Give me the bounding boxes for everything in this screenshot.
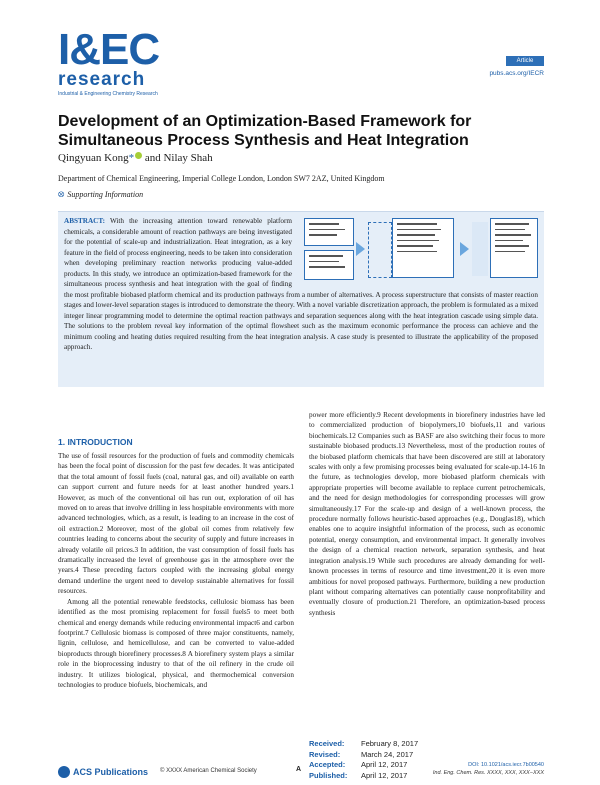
toc-arrow-1 — [356, 242, 365, 256]
supporting-info-label: Supporting Information — [67, 190, 144, 199]
journal-logo: I&EC — [58, 25, 160, 74]
doi-link[interactable]: DOI: 10.1021/acs.iecr.7b00540 — [468, 762, 544, 768]
intro-paragraph: The use of fossil resources for the production of fuels and commodity chemicals has been the focal point of discussion for the past few decades. It was anticipated that the total amount of fossil fuels (coal, natural gas, and oil) available on earth can support current and future needs for at least another hundred years.1 However, as much of the conventional oil has run out, exploration of oil has moved on to areas that involve drilling in less hospitable environments with more advanced technologies, which, as a result, is leading to an increase in the cost of oil extraction.2 Moreover, most of the global oil comes from relatively few countries leading to concerns about the security of supply and future increases in already volatile oil prices.3 In addition, the vast consumption of fossil fuels has dramatically increased the level of greenhouse gas in the atmosphere over the years.4 These preceding factors coupled with the increasing global energy demand underline the urgent need to develop sustainable alternatives for fossil resources. — [58, 452, 294, 596]
intro-right-column — [309, 410, 545, 618]
acs-publications-logo[interactable]: ACS Publications — [58, 766, 148, 778]
journal-citation: Ind. Eng. Chem. Res. XXXX, XXX, XXX−XXX — [432, 769, 544, 776]
article-title: Development of an Optimization-Based Framework for Simultaneous Process Synthesis and Heat Integration — [58, 113, 472, 149]
toc-box-feedstock — [304, 218, 354, 246]
journal-url-link[interactable]: pubs.acs.org/IECR — [489, 70, 544, 77]
author-list — [58, 152, 213, 164]
acs-mark-icon — [58, 766, 70, 778]
abstract-body: With the increasing attention toward renewable platform chemicals, a considerable amount of reaction pathways are being investigated for the potential of scale-up and industrialization. Heat integration, as a key feature in the field of process engineering, needs to be taken into consideration when developing preliminary reaction networks producing value-added products. In this study, we introduce an optimization-based framework for the simultaneous process synthesis and heat integration with the goal of finding the most profitable biobased platform chemical and its production pathways from a number of alternatives. A process superstructure that consists of master reaction stages and lower-level separation stages is introduced to demonstrate the theory. With a novel variable discretization approach, the problem is formulated as a mixed integer linear programming model to determine the optimal reaction pathways and separation sequences along with the heat integration cascade using simple data. The solutions to the problem reveal key information of the optimal flowsheet such as the maximum economic performance the process can achieve and the minimum cooling and heating duties required resulting from the heat integration analysis. A case study is presented to illustrate the applicability of the proposed approach. — [64, 217, 538, 351]
toc-graphic — [300, 216, 540, 282]
toc-stage-highlight — [472, 222, 488, 276]
affiliation: Department of Chemical Engineering, Imperial College London, London SW7 2AZ, United Kingdom — [58, 174, 385, 183]
date-received: Received: February 8, 2017 — [309, 739, 419, 748]
intro-left-column — [58, 451, 294, 690]
toc-box-objective — [304, 250, 354, 280]
toc-box-results — [490, 218, 538, 278]
toc-stage-column — [368, 222, 392, 278]
section-heading-introduction: 1. INTRODUCTION — [58, 437, 133, 447]
article-type-badge: Article — [506, 56, 544, 66]
intro-paragraph: Among all the potential renewable feedstocks, cellulosic biomass has been identified as the most promising replacement for fossil fuels5 to meet both chemical and energy demands while reducing environmental impact6 and carbon footprint.7 Cellulosic biomass is composed of three major constituents, namely, lignin, cellulose, and hemicellulose, and can be converted to value-added bioproducts through biorefinery processes.8 A biorefinery system plays a similar role in the bioprocessing industry to that of the oil refinery in the crude oil industry. It utilizes biological, physical, and thermochemical conversion technologies to produce biofuels, biochemicals, and — [58, 597, 294, 689]
abstract-label: ABSTRACT: — [64, 217, 106, 225]
date-revised: Revised: March 24, 2017 — [309, 749, 414, 759]
supporting-info-link[interactable] — [58, 190, 143, 200]
journal-full-name: Industrial & Engineering Chemistry Research — [58, 91, 158, 97]
author-separator: and — [142, 152, 164, 164]
date-published: Published: April 12, 2017 — [309, 770, 408, 780]
intro-paragraph: power more efficiently.9 Recent developments in biorefinery industries have led to commercialized production of biopolymers,10 biofuels,11 and various biochemicals.12 Companies such as BASF are also switching their focus to more sustainable biobased products.13 Nevertheless, most of the production routes of the biobased platform chemicals that have been discovered are still at laboratory scales with only a few promising processes being evaluated for scale-up.14-16 In the future, as technologies develop, more biobased platform chemicals with appropriate properties will become available to replace current petrochemicals, and the need for design methodologies for corresponding processes will grow simultaneously.17 For the scale-up and design of a well-known process, the procedure normally follows heuristic-based approaches (e.g., Douglas18), which enables one to acquire insightful information of the process, such as economic potential, energy consumption, and environmental impact. It generally involves the design of a chemical reaction network, separation synthesis, and heat integration analysis.19 While such procedures are already demanding for well-known processes in terms of resource and time investment,20 it is even more ambitious for novel proposed pathways. Furthermore, building a new production plant without comparing alternatives can potentially cause nonprofitability and eventually closure of production.21 Therefore, an optimization-based process synthesis — [309, 411, 545, 617]
journal-logo-word: research — [58, 69, 146, 90]
author-shah[interactable]: Nilay Shah — [163, 152, 213, 164]
toc-arrow-2 — [460, 242, 469, 256]
supporting-info-icon: ⭙ — [58, 190, 65, 199]
date-accepted: Accepted: April 12, 2017 — [309, 760, 408, 769]
corresponding-mark: * — [128, 152, 135, 164]
toc-box-superstructure — [392, 218, 454, 278]
page-number: A — [296, 766, 302, 773]
author-kong[interactable]: Qingyuan Kong — [58, 152, 129, 164]
doi-citation — [400, 762, 544, 777]
copyright: © XXXX American Chemical Society — [160, 768, 257, 774]
